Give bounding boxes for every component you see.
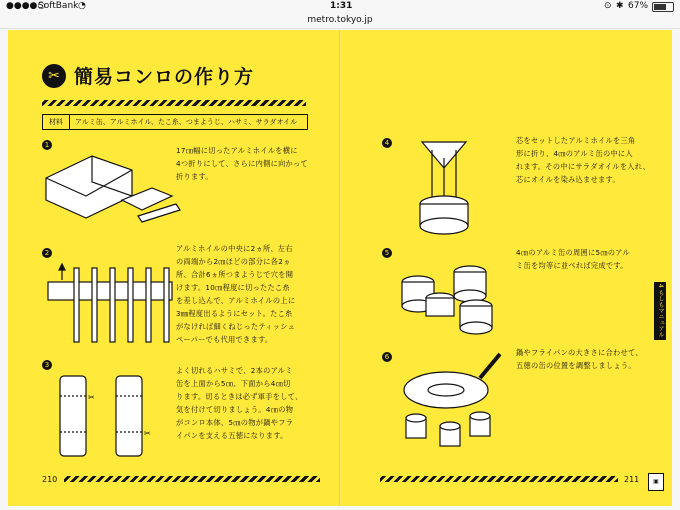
step-4-burner-illustration: [414, 138, 474, 234]
step-6-frying-pan-illustration: [400, 348, 504, 456]
left-page-number: 210: [42, 475, 58, 484]
step-5-number: 5: [382, 248, 392, 258]
publisher-logo-icon: ▣: [648, 473, 664, 491]
svg-text:✂: ✂: [88, 393, 95, 402]
signal-icon: ●●●●○: [6, 1, 46, 11]
page-title: 簡易コンロの作り方: [74, 66, 255, 88]
right-footer-divider: [380, 476, 618, 482]
bluetooth-icon: ✱: [616, 1, 624, 11]
step-2-text: アルミホイルの中央に2ヵ所、左右 の両端から2㎝ほどの部分に各2ヵ 所、合計6ヵ所つまようじで穴を開 けます。10㎝程度に切ったたこ糸 を差し込んで、アルミホイルの上に 3㎜程度出るようにセット。たこ糸 がなければ細くねじったティッシュ ペーパーでも代用できます。: [176, 244, 296, 344]
materials-box: [42, 114, 308, 130]
battery-icon: [652, 2, 674, 12]
step-2-wick-illustration: [48, 262, 174, 346]
wifi-icon: ◔: [78, 1, 86, 11]
side-tab-number: 4: [657, 284, 664, 288]
step-1-foil-illustration: [42, 148, 172, 238]
step-6-text: 鍋やフライパンの大きさに合わせて、 五徳の缶の位置を調整しましょう。: [516, 348, 643, 370]
step-3-number: 3: [42, 360, 52, 370]
url-text[interactable]: metro.tokyo.jp: [307, 15, 373, 25]
left-footer-divider: [64, 476, 320, 482]
svg-text:✂: ✂: [144, 429, 151, 438]
step-3-text: よく切れるハサミで、2本のアルミ 缶を上面から5㎝、下面から4㎝切 ります。切るときは必ず軍手をして、 気を付けて切りましょう。4㎝の物 がコンロ本体、5㎝の物が鍋やフラ イパンを支える五徳になります。: [176, 366, 303, 440]
battery-percent: 67%: [628, 1, 649, 11]
step-6-number: 6: [382, 352, 392, 362]
side-tab-label: もしもマニュアル: [657, 289, 664, 338]
step-5-text: 4㎝のアルミ缶の周囲に5㎝のアル ミ缶を均等に並べれば完成です。: [516, 248, 630, 270]
step-5-stove-illustration: [400, 262, 496, 334]
section-side-tab: [654, 282, 666, 340]
step-3-cans-illustration: [60, 372, 170, 462]
title-divider: [42, 100, 306, 106]
materials-value: アルミ缶、アルミホイル、たこ糸、つまようじ、ハサミ、サラダオイル: [75, 118, 298, 126]
lock-rotation-icon: ⊙: [604, 1, 612, 11]
page-fold: [339, 30, 341, 506]
materials-label: 材料: [43, 115, 70, 129]
scissors-icon: ✂: [42, 64, 66, 88]
manual-spread: [8, 30, 672, 506]
clock: 1:31: [330, 1, 353, 11]
status-bar: [0, 0, 680, 14]
carrier-label: SoftBank: [38, 1, 79, 11]
step-4-text: 芯をセットしたアルミホイルを三角 形に折り、4㎝のアルミ缶の中に入 れます。その中にサラダオイルを入れ、 芯にオイルを染み込ませます。: [516, 136, 651, 184]
address-bar[interactable]: [0, 13, 680, 29]
step-2-number: 2: [42, 248, 52, 258]
step-4-number: 4: [382, 138, 392, 148]
step-1-text: 17㎝幅に切ったアルミホイルを横に 4つ折りにして、さらに内側に向かって 折ります。: [176, 146, 309, 181]
right-page-number: 211: [624, 475, 640, 484]
step-1-number: 1: [42, 140, 52, 150]
